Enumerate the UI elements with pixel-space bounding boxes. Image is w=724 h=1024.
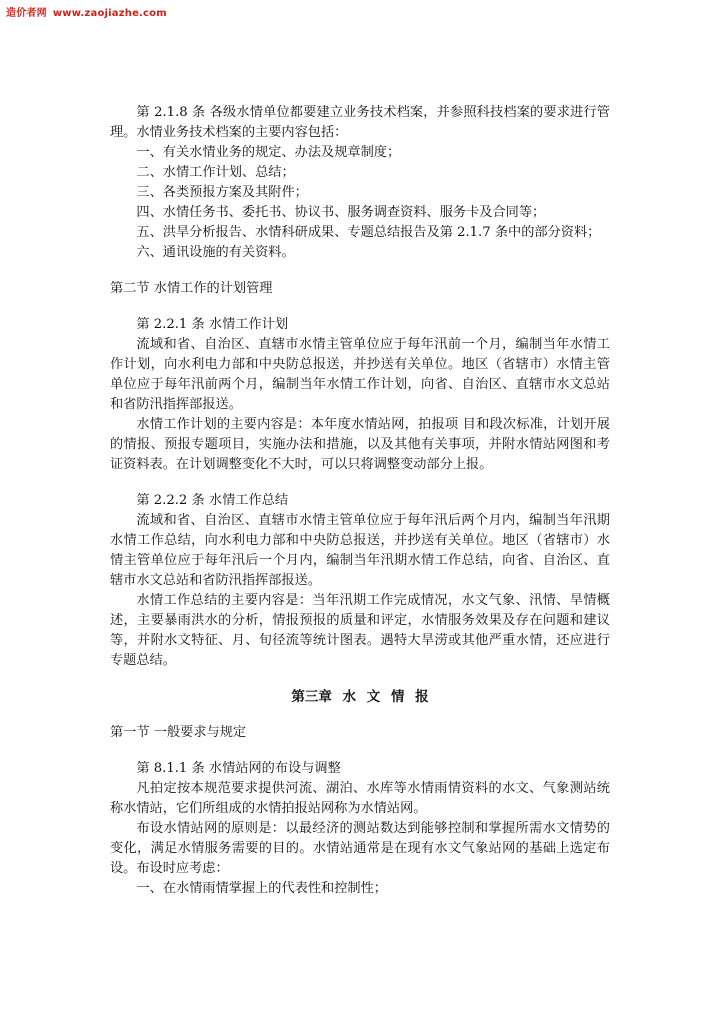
paragraph: 水情工作总结的主要内容是：当年汛期工作完成情况，水文气象、汛情、旱情概述，主要暴雨洪水的分析，情报预报的质量和评定，水情服务效果及存在问题和建议等，并附水文特征、月、旬径流等统计图表。遇特大旱涝或其他严重水情，还应进行专题总结。 (110, 593, 610, 668)
paragraph: 第 8.1.1 条 水情站网的布设与调整 (136, 761, 341, 776)
paragraph: 水情工作计划的主要内容是：本年度水情站网，拍报项 目和段次标准，计划开展的情报、预报专题项目，实施办法和措施，以及其他有关事项，并附水情站网图和考证资料表。在计划调整变化不大时，可以只将调整变动部分上报。 (110, 417, 610, 472)
paragraph: 一、在水情雨情掌握上的代表性和控制性； (136, 881, 387, 896)
paragraph: 第 2.2.1 条 水情工作计划 (136, 317, 289, 332)
chapter-title: 第三章 水 文 情 报 (291, 689, 429, 705)
spacer (110, 263, 610, 279)
paragraph: 凡拍定按本规范要求提供河流、湖泊、水库等水情雨情资料的水文、气象测站统称水情站，它们所组成的水情拍报站网称为水情站网。 (110, 781, 610, 816)
paragraph: 流域和省、自治区、直辖市水情主管单位应于每年汛后两个月内，编制当年汛期水情工作总结，向水利电力部和中央防总报送，并抄送有关单位。地区（省辖市）水情主管单位应于每年汛后一个月内，编制当年汛期水情工作总结，向省、自治区、直辖市水文总站和省防汛指挥部报送。 (110, 513, 610, 588)
paragraph: 二、水情工作计划、总结； (136, 165, 295, 180)
paragraph: 第 2.1.8 条 各级水情单位都要建立业务技术档案，并参照科技档案的要求进行管理。水情业务技术档案的主要内容包括： (110, 105, 610, 140)
watermark-site-name: 造价者网 (6, 8, 47, 19)
document-body (110, 103, 610, 899)
paragraph: 一、有关水情业务的规定、办法及规章制度； (136, 145, 401, 160)
paragraph: 五、洪旱分析报告、水情科研成果、专题总结报告及第 2.1.7 条中的部分资料； (136, 225, 601, 240)
paragraph: 三、各类预报方案及其附件； (136, 185, 308, 200)
paragraph: 六、通讯设施的有关资料。 (136, 245, 295, 260)
paragraph: 四、水情任务书、委托书、协议书、服务调查资料、服务卡及合同等； (136, 205, 546, 220)
watermark-url[interactable]: www.zaojiazhe.com (52, 8, 167, 19)
spacer (110, 475, 610, 491)
site-watermark (6, 4, 167, 19)
paragraph: 第 2.2.2 条 水情工作总结 (136, 493, 289, 508)
section-heading: 第一节 一般要求与规定 (110, 725, 247, 740)
section-heading: 第二节 水情工作的计划管理 (110, 281, 273, 296)
paragraph: 流域和省、自治区、直辖市水情主管单位应于每年汛前一个月，编制当年水情工作计划，向水利电力部和中央防总报送，并抄送有关单位。地区（省辖市）水情主管单位应于每年汛前两个月，编制当年水情工作计划，向省、自治区、直辖市水文总站和省防汛指挥部报送。 (110, 337, 610, 412)
spacer (110, 743, 610, 759)
paragraph: 布设水情站网的原则是：以最经济的测站数达到能够控制和掌握所需水文情势的变化，满足水情服务需要的目的。水情站通常是在现有水文气象站网的基础上选定布设。布设时应考虑： (110, 821, 610, 876)
spacer (110, 299, 610, 315)
spacer (110, 671, 610, 687)
spacer (110, 707, 610, 723)
